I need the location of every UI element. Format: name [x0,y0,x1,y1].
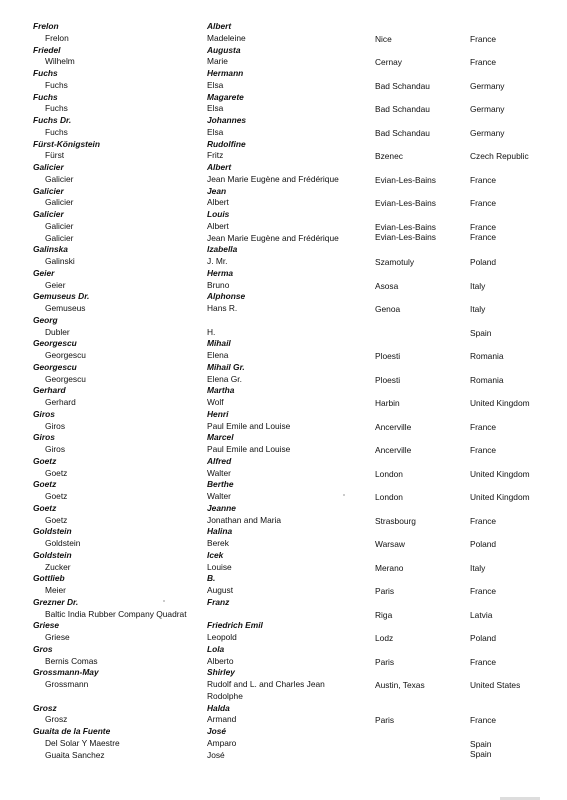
country-cell: Spain [470,738,492,749]
country-cell: France [470,221,497,232]
related-surname-cell: Fürst [45,150,65,161]
record-header-row [0,161,567,173]
record-detail-row [0,537,567,549]
firstname-cell: Mihail [207,338,231,349]
related-firstname-cell: Amparo [207,737,237,748]
surname-cell: Griese [33,620,60,631]
place-cell: Bzenec [375,151,403,162]
country-cell: France [470,586,497,596]
record-detail-row [0,173,567,185]
related-firstname-cell: José [207,749,225,760]
related-surname-cell: Georgescu [45,373,86,384]
record-detail-row [0,196,567,208]
firstname-cell: Jean [207,185,227,196]
record-header-row [0,478,567,490]
firstname-cell: Berthe [207,479,234,490]
place-cell: Riga [375,609,393,620]
related-firstname-cell: Albert [207,220,229,231]
country-cell: United States [470,680,521,690]
related-surname-cell: Galicier [45,232,74,243]
place-cell: London [375,492,403,502]
surname-cell: Grezner Dr. [33,596,79,607]
firstname-cell: Halda [207,702,230,713]
country-cell: United Kingdom [470,398,530,408]
surname-cell: Goldstein [33,549,72,560]
record-detail-row [0,302,567,314]
related-firstname-cell: Marie [207,56,228,67]
country-cell: Germany [470,104,505,115]
record-header-row [0,114,567,126]
place-cell: Bad Schandau [375,80,430,91]
related-firstname-cell: Alberto [207,655,234,666]
record-header-row [0,290,567,302]
place-cell: Szamotuly [375,257,415,267]
surname-cell: Galicier [33,185,64,196]
surname-cell: Giros [33,432,55,443]
country-cell: Germany [470,80,505,91]
related-firstname-cell: Jonathan and Maria [207,514,282,525]
related-firstname-cell: Jean Marie Eugène and Frédérique [207,232,339,243]
related-firstname-cell: Elsa [207,126,224,137]
country-cell: France [470,656,497,667]
record-header-row [0,20,567,32]
place-cell: Nice [375,33,392,44]
country-cell: France [470,445,497,455]
record-header-row [0,431,567,443]
firstname-cell: Henri [207,408,229,419]
firstname-cell: B. [207,573,216,584]
firstname-cell: Rudolfine [207,138,246,149]
related-firstname-cell: Rudolf and L. and Charles Jean [207,679,325,689]
record-header-row [0,267,567,279]
firstname-cell: Albert [207,162,232,172]
place-cell: Austin, Texas [375,680,425,690]
record-detail-row [0,79,567,91]
place-cell: Strasbourg [375,515,416,526]
related-surname-cell: Meier [45,585,66,595]
firstname-cell: Johannes [207,115,247,125]
record-detail-row [0,126,567,138]
related-surname-cell: Gemuseus [45,303,86,313]
country-cell: Poland [470,257,497,267]
related-surname-cell: Galicier [45,197,74,208]
surname-cell: Grosz [33,702,57,713]
place-cell: Ploesti [375,351,401,361]
related-surname-cell: Bernis Comas [45,655,98,666]
firstname-cell: Louis [207,209,230,219]
record-detail-row [0,373,567,385]
record-header-row [0,643,567,655]
place-cell: Bad Schandau [375,104,430,115]
related-firstname-cell: Walter [207,467,231,478]
firstname-cell: Mihail Gr. [207,361,245,372]
surname-cell: Fuchs Dr. [33,115,72,125]
related-surname-cell: Guaita Sanchez [45,749,105,760]
surname-cell: Georg [33,314,58,325]
country-cell: France [470,421,497,432]
country-cell: Germany [470,127,505,138]
record-detail-row [0,467,567,479]
surname-cell: Giros [33,408,55,419]
record-detail-row [0,655,567,667]
surname-cell: Guaita de la Fuente [33,726,111,736]
record-detail-row [0,55,567,67]
record-header-row [0,702,567,714]
related-firstname-cell: Walter [207,491,231,501]
record-detail-row [0,232,567,244]
record-detail-row [0,149,567,161]
related-surname-cell: Goetz [45,491,68,501]
place-cell: Paris [375,656,395,667]
firstname-cell: Franz [207,596,230,607]
surname-cell: Galicier [33,162,64,172]
record-detail-row [0,713,567,725]
country-cell: United Kingdom [470,492,530,502]
surname-cell: Gros [33,643,53,654]
place-cell: Ploesti [375,374,401,385]
firstname-cell: Icek [207,549,224,560]
firstname-cell: José [207,726,227,736]
record-header-row [0,549,567,561]
related-surname-cell: Fuchs [45,126,68,137]
firstname-cell: Friedrich Emil [207,620,263,631]
related-firstname-cell: Rodolphe [207,690,243,701]
country-cell: Poland [470,539,497,549]
related-firstname-cell: Hans R. [207,303,238,313]
place-cell: Evian-Les-Bains [375,198,436,209]
place-cell: Harbin [375,398,400,408]
related-firstname-cell: Elena Gr. [207,373,242,384]
record-header-row [0,67,567,79]
record-detail-row [0,279,567,291]
related-surname-cell: Griese [45,632,70,642]
related-surname-cell: Dubler [45,326,70,337]
place-cell: Asosa [375,280,399,291]
related-firstname-cell: Elena [207,350,229,360]
firstname-cell: Izabella [207,244,238,255]
record-header-row [0,361,567,373]
related-surname-cell: Goldstein [45,538,81,548]
surname-cell: Galinska [33,244,68,255]
country-cell: Romania [470,374,504,385]
related-surname-cell: Galinski [45,256,75,266]
country-cell: United Kingdom [470,468,530,479]
record-header-row [0,185,567,197]
country-cell: France [470,57,497,68]
related-surname-cell: Grosz [45,714,68,725]
firstname-cell: Herma [207,267,234,278]
surname-cell: Georgescu [33,338,77,349]
related-firstname-cell: Bruno [207,279,230,290]
record-header-row [0,314,567,326]
surname-cell: Fuchs [33,91,58,102]
place-cell: London [375,468,403,479]
record-header-row [0,619,567,631]
firstname-cell: Alfred [207,455,232,466]
firstname-cell: Hermann [207,68,244,78]
surname-cell: Fuchs [33,68,58,78]
record-header-row [0,572,567,584]
related-firstname-cell: J. Mr. [207,256,228,266]
country-cell: France [470,198,497,209]
place-cell: Paris [375,586,395,596]
speck-mark [343,494,345,496]
surname-cell: Goetz [33,502,57,513]
related-firstname-cell: Louise [207,561,232,572]
record-detail-row [0,326,567,338]
record-detail-row [0,561,567,573]
surname-cell: Georgescu [33,361,77,372]
record-detail-row [0,490,567,502]
related-surname-cell: Del Solar Y Maestre [45,737,120,748]
surname-cell: Goetz [33,479,57,490]
country-cell: Romania [470,351,504,361]
related-surname-cell: Frelon [45,32,69,43]
record-header-row [0,44,567,56]
place-cell: Evian-Les-Bains [375,231,436,242]
record-header-row [0,408,567,420]
firstname-cell: Alphonse [207,291,246,302]
country-cell: France [470,174,497,185]
place-cell: Paris [375,715,395,726]
firstname-cell: Lola [207,643,225,654]
related-surname-cell: Geier [45,279,66,290]
place-cell: Evian-Les-Bains [375,221,436,232]
related-surname-cell: Galicier [45,220,74,231]
country-cell: Spain [470,327,492,338]
related-surname-cell: Wilhelm [45,56,75,67]
related-surname-cell: Zucker [45,561,71,572]
record-header-row [0,596,567,608]
record-detail-row [0,514,567,526]
related-firstname-cell: Elsa [207,103,224,114]
surname-cell: Gemuseus Dr. [33,291,90,302]
record-header-row [0,502,567,514]
firstname-cell: Albert [207,21,232,31]
country-cell: France [470,715,497,726]
record-detail-row [0,690,567,702]
related-firstname-cell: Albert [207,197,229,208]
firstname-cell: Shirley [207,667,235,678]
related-firstname-cell: Berek [207,538,229,548]
firstname-cell: Marcel [207,432,234,443]
surname-cell: Grossmann-May [33,667,99,678]
place-cell: Merano [375,562,404,573]
related-firstname-cell: Armand [207,714,237,725]
firstname-cell: Martha [207,385,235,396]
related-surname-cell: Grossmann [45,679,89,689]
record-header-row [0,243,567,255]
record-detail-row [0,102,567,114]
related-firstname-cell: Paul Emile and Louise [207,420,291,431]
related-firstname-cell: Elsa [207,79,224,90]
related-surname-cell: Goetz [45,514,68,525]
place-cell: Genoa [375,304,401,314]
record-detail-row [0,749,567,761]
country-cell: France [470,33,497,44]
surname-cell: Fürst-Königstein [33,138,100,149]
country-cell: Poland [470,633,497,643]
record-detail-row [0,608,567,620]
related-firstname-cell: Paul Emile and Louise [207,444,291,454]
record-detail-row [0,584,567,596]
record-detail-row [0,420,567,432]
surname-cell: Geier [33,267,55,278]
surname-cell: Friedel [33,44,61,55]
related-firstname-cell: Wolf [207,397,224,407]
surname-cell: Gerhard [33,385,66,396]
speck-mark [163,600,165,602]
record-header-row [0,455,567,467]
surname-cell: Galicier [33,209,64,219]
record-detail-row [0,255,567,267]
surname-cell: Goldstein [33,526,72,537]
related-firstname-cell: H. [207,326,216,337]
record-detail-row [0,678,567,690]
surname-cell: Gottlieb [33,573,65,584]
related-surname-cell: Georgescu [45,350,86,360]
related-surname-cell: Baltic India Rubber Company Quadrat [45,608,187,619]
country-cell: Italy [470,562,486,573]
record-detail-row [0,32,567,44]
surname-cell: Frelon [33,21,59,31]
place-cell: Evian-Les-Bains [375,174,436,185]
record-header-row [0,384,567,396]
firstname-cell: Augusta [207,44,241,55]
place-cell: Lodz [375,633,394,643]
surname-cell: Goetz [33,455,57,466]
place-cell: Warsaw [375,539,405,549]
related-surname-cell: Giros [45,444,66,454]
record-header-row [0,666,567,678]
related-firstname-cell: Madeleine [207,32,246,43]
country-cell: Spain [470,748,492,759]
firstname-cell: Halina [207,526,233,537]
record-detail-row [0,443,567,455]
record-detail-row [0,349,567,361]
place-cell: Ancerville [375,421,412,432]
country-cell: Czech Republic [470,151,529,162]
country-cell: Italy [470,304,486,314]
related-surname-cell: Galicier [45,173,74,184]
related-firstname-cell: Fritz [207,150,224,161]
record-header-row [0,138,567,150]
country-cell: France [470,515,497,526]
record-header-row [0,337,567,349]
country-cell: Italy [470,280,486,291]
firstname-cell: Jeanne [207,502,236,513]
related-surname-cell: Giros [45,420,66,431]
record-header-row [0,725,567,737]
related-surname-cell: Goetz [45,467,68,478]
place-cell: Ancerville [375,445,412,455]
record-detail-row [0,631,567,643]
record-header-row [0,525,567,537]
related-firstname-cell: August [207,585,234,595]
place-cell: Bad Schandau [375,127,430,138]
related-surname-cell: Fuchs [45,103,68,114]
related-firstname-cell: Jean Marie Eugène and Frédérique [207,173,339,184]
firstname-cell: Magarete [207,91,244,102]
country-cell: Latvia [470,609,493,620]
country-cell: France [470,231,497,242]
related-surname-cell: Fuchs [45,79,68,90]
record-detail-row [0,396,567,408]
place-cell: Cernay [375,57,402,68]
related-firstname-cell: Leopold [207,632,237,642]
related-surname-cell: Gerhard [45,397,76,407]
record-header-row [0,91,567,103]
record-header-row [0,208,567,220]
